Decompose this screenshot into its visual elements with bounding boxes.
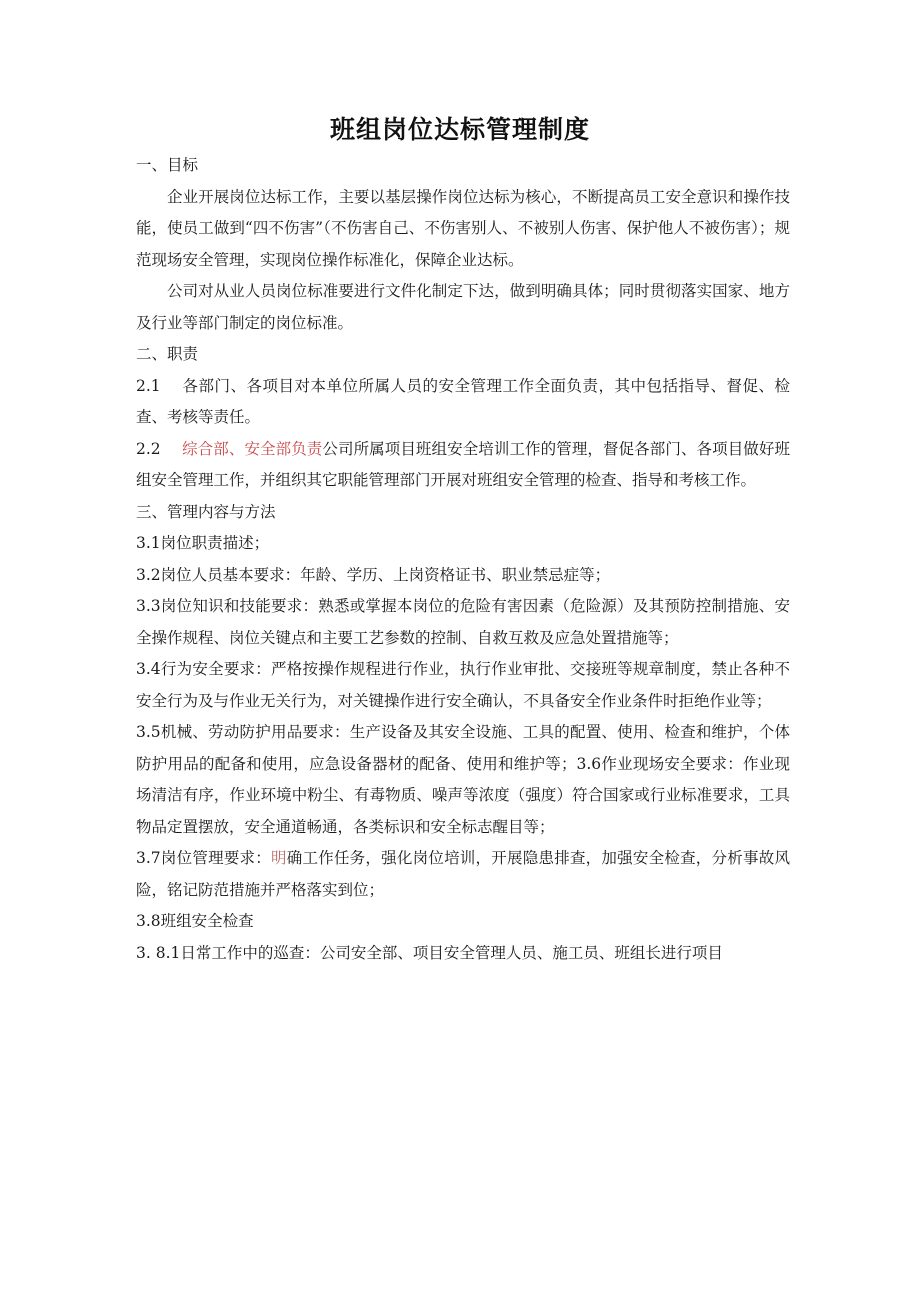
clause-3-7: [136, 843, 790, 906]
section-1-paragraph-1: 企业开展岗位达标工作，主要以基层操作岗位达标为核心，不断提高员工安全意识和操作技能，使员工做到“四不伤害”（不伤害自己、不伤害别人、不被别人伤害、保护他人不被伤害）；规范现场安全管理，实现岗位操作标准化，保障企业达标。: [136, 187, 790, 269]
clause-3-3: 3.3岗位知识和技能要求：熟悉或掌握本岗位的危险有害因素（危险源）及其预防控制措施、安全操作规程、岗位关键点和主要工艺参数的控制、自救互救及应急处置措施等；: [136, 597, 790, 647]
clause-3-2: 3.2岗位人员基本要求：年龄、学历、上岗资格证书、职业禁忌症等；: [136, 565, 611, 584]
clause-3-7-text: 确工作任务，强化岗位培训，开展隐患排查，加强安全检查，分析事故风险，铭记防范措施并严格落实到位；: [136, 849, 790, 899]
clause-3-7-lead: 3.7岗位管理要求：: [136, 849, 272, 867]
document-body: [136, 150, 790, 969]
clause-2-2: [136, 434, 790, 497]
clause-3-5: 3.5机械、劳动防护用品要求：生产设备及其安全设施、工具的配置、使用、检查和维护，个体防护用品的配备和使用，应急设备器材的配备、使用和维护等；3.6作业现场安全要求：作业现场清洁有序，作业环境中粉尘、有毒物质、噪声等浓度（强度）符合国家或行业标准要求，工具物品定置摆放，安全通道畅通，各类标识和安全标志醒目等；: [136, 723, 790, 836]
clause-3-8-1: 3. 8.1日常工作中的巡查：公司安全部、项目安全管理人员、施工员、班组长进行项目: [136, 943, 723, 962]
clause-2-2-highlight: 综合部、安全部负责: [182, 439, 323, 458]
clause-3-8: 3.8班组安全检查: [136, 912, 254, 930]
clause-2-1-text: 各部门、各项目对本单位所属人员的安全管理工作全面负责，其中包括指导、督促、检查、考核等责任。: [136, 376, 790, 426]
clause-3-7-mark: 明: [271, 849, 287, 867]
section-1-paragraph-2: 公司对从业人员岗位标准要进行文件化制定下达，做到明确具体；同时贯彻落实国家、地方及行业等部门制定的岗位标准。: [136, 282, 790, 332]
clause-2-1: [136, 371, 790, 434]
clause-3-1: 3.1岗位职责描述；: [136, 534, 270, 552]
clause-2-1-number: 2.1: [136, 376, 161, 395]
clause-3-4: 3.4行为安全要求：严格按操作规程进行作业，执行作业审批、交接班等规章制度，禁止各种不安全行为及与作业无关行为，对关键操作进行安全确认，不具备安全作业条件时拒绝作业等；: [136, 660, 790, 710]
section-3-heading: 三、管理内容与方法: [136, 502, 276, 521]
clause-2-2-number: 2.2: [136, 439, 161, 458]
document-title: 班组岗位达标管理制度: [329, 115, 590, 144]
section-1-heading: 一、目标: [136, 156, 199, 174]
clause-2-2-text: 公司所属项目班组安全培训工作的管理，督促各部门、各项目做好班组安全管理工作，并组织其它职能管理部门开展对班组安全管理的检查、指导和考核工作。: [136, 439, 790, 489]
section-2-heading: 二、职责: [136, 345, 199, 363]
